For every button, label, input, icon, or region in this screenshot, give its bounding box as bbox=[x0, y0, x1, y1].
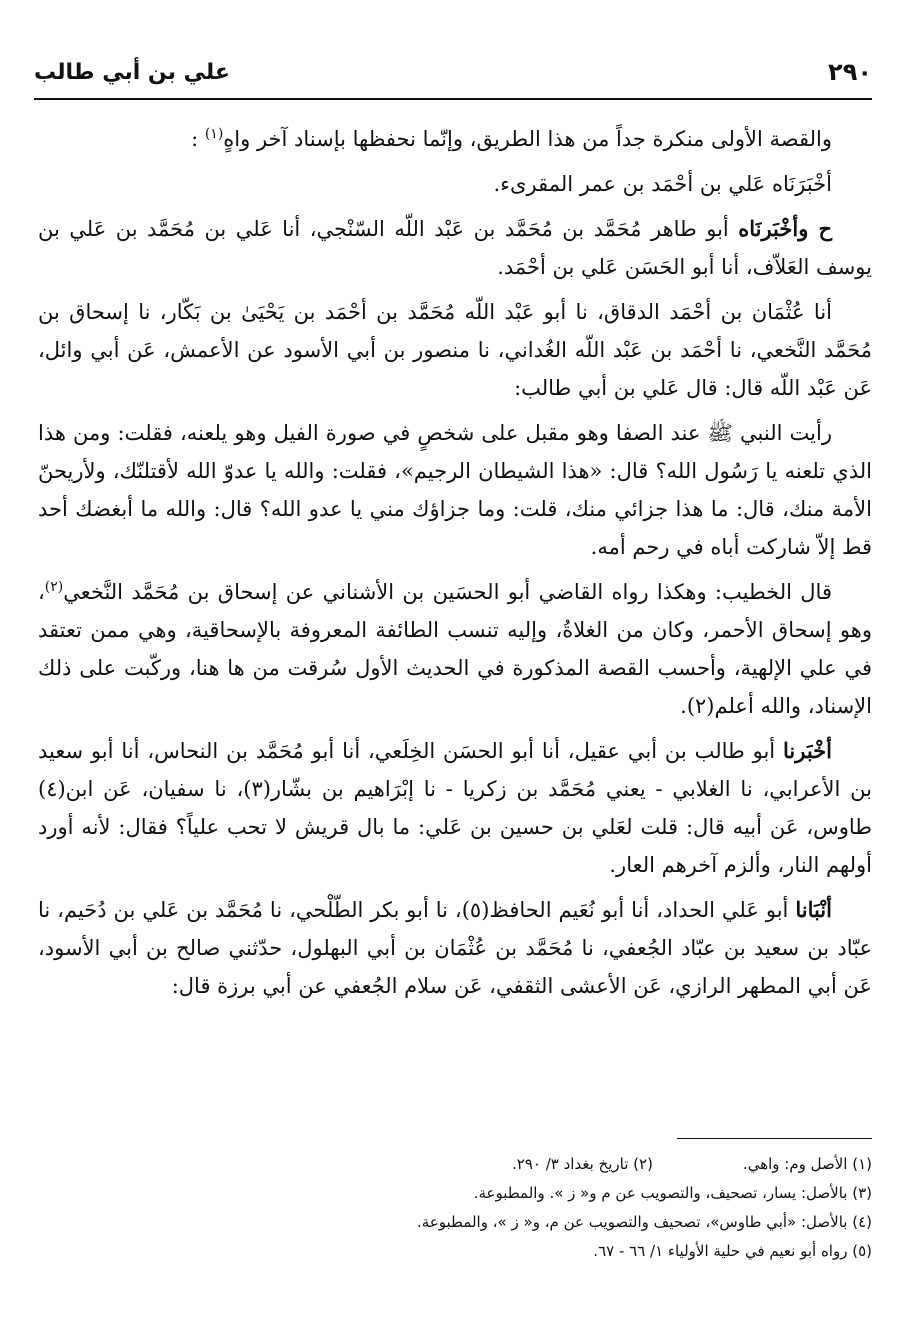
paragraph-text: والقصة الأولى منكرة جداً من هذا الطريق، وإنّما نحفظها بإسناد آخر واهٍ bbox=[223, 127, 832, 151]
paragraph-text: أبو طالب بن أبي عقيل، أنا أبو الحسَن الخِلَعي، أنا أبو مُحَمَّد بن النحاس، أنا أبو سعيد بن الأعرابي، نا الغلابي - يعني مُحَمَّد بن زكريا - نا إبْرَاهيم بن بشّار(٣)، نا سفيان، عَن ابن(٤) طاوس، عَن أبيه قال: قلت لعَلي بن حسين بن عَلي: ما بال قريش لا تحب علياً؟ فقال: لأنه أورد أولهم النار، وألزم آخرهم العار. bbox=[38, 739, 872, 877]
paragraph-text: أبو عَلي الحداد، أنا أبو نُعَيم الحافظ(٥)، نا أبو بكر الطّلْحي، نا مُحَمَّد بن عَلي بن دُحَيم، نا عبّاد بن سعيد بن عبّاد الجُعفي، نا مُحَمَّد بن عُثْمَان بن أبي البهلول، حدّثني صالح بن أبي الأسود، عَن أبي المطهر الرازي، عَن الأعشى الثقفي، عَن سلام الجُعفي عن أبي برزة قال: bbox=[38, 898, 872, 998]
running-title: علي بن أبي طالب bbox=[34, 60, 230, 85]
paragraph bbox=[38, 293, 872, 407]
main-text bbox=[38, 120, 872, 1012]
paragraph-tail: : bbox=[191, 127, 205, 151]
footnote: (٥) رواه أبو نعيم في حلية الأولياء ١/ ٦٦ - ٦٧. bbox=[593, 1242, 872, 1260]
paragraph-text: أنا عُثْمَان بن أحْمَد الدقاق، نا أبو عَبْد اللّه مُحَمَّد بن أحْمَد بن يَحْيَىٰ بن بَكّار، نا إسحاق بن مُحَمَّد النَّخعي، نا أحْمَد بن عَبْد اللّه الغُداني، نا منصور بن أبي الأسود عن الأعمش، عَن أبي وائل، عَن عَبْد اللّه قال: قال عَلي بن أبي طالب: bbox=[38, 300, 872, 400]
paragraph-text: أبو طاهر مُحَمَّد بن مُحَمَّد بن عَبْد اللّه السّنْجي، أنا عَلي بن مُحَمَّد بن عَلي بن يوسف العَلاّف، أنا أبو الحَسَن عَلي بن أحْمَد. bbox=[38, 217, 872, 279]
chain-keyword: ح وأخْبَرنَاه bbox=[738, 216, 832, 241]
paragraph-text: قال الخطيب: وهكذا رواه القاضي أبو الحسَين بن الأشناني عن إسحاق بن مُحَمَّد النَّخعي bbox=[63, 580, 832, 604]
footnote-ref: (٢) bbox=[44, 579, 64, 595]
footnote-line bbox=[60, 1179, 872, 1208]
footnote: (٤) بالأصل: «أبي طاوس»، تصحيف والتصويب عن م، و« ز »، والمطبوعة. bbox=[416, 1213, 872, 1231]
running-header bbox=[34, 58, 872, 102]
footnote-separator bbox=[677, 1138, 872, 1139]
paragraph bbox=[38, 414, 872, 566]
footnote-line bbox=[60, 1150, 872, 1179]
footnotes bbox=[60, 1150, 872, 1266]
paragraph-text: رأيت النبي ﷺ عند الصفا وهو مقبل على شخصٍ في صورة الفيل وهو يلعنه، فقلت: ومن هذا الذي تلعنه يا رَسُول الله؟ قال: «هذا الشيطان الرجيم»، فقلت: والله يا عدوّ الله لأقتلنّك، ولأريحنّ الأمة منك، قال: ما هذا جزائي منك، قلت: وما جزاؤك مني يا عدو الله؟ قال: والله ما أبغضك أحد قط إلاّ شاركت أباه في رحم أمه. bbox=[38, 421, 872, 559]
footnote-line bbox=[60, 1237, 872, 1266]
chain-keyword: أنْبَانا bbox=[795, 897, 832, 922]
footnote: (١) الأصل وم: واهي. bbox=[742, 1155, 872, 1173]
paragraph bbox=[38, 120, 872, 158]
paragraph bbox=[38, 165, 872, 203]
chain-keyword: أخْبَرنا bbox=[783, 738, 832, 763]
paragraph bbox=[38, 891, 872, 1005]
footnote-line bbox=[60, 1208, 872, 1237]
header-rule bbox=[34, 98, 872, 100]
paragraph bbox=[38, 573, 872, 725]
footnote-ref: (١) bbox=[204, 126, 224, 142]
paragraph-tail: ، وهو إسحاق الأحمر، وكان من الغلاةُ، وإليه تنسب الطائفة المعروفة بالإسحاقية، وهي ممن تعتقد في علي الإلهية، وأحسب القصة المذكورة في الحديث الأول سُرقت من ها هنا، وركّبت على ذلك الإسناد، والله أعلم(٢). bbox=[38, 580, 872, 718]
paragraph-text: أخْبَرَنَاه عَلي بن أحْمَد بن عمر المقرىء. bbox=[493, 172, 832, 196]
page-number: ٢٩٠ bbox=[828, 58, 872, 86]
paragraph bbox=[38, 732, 872, 884]
footnote: (٢) تاريخ بغداد ٣/ ٢٩٠. bbox=[512, 1155, 653, 1173]
paragraph bbox=[38, 210, 872, 286]
footnote: (٣) بالأصل: يسار، تصحيف، والتصويب عن م و« ز ». والمطبوعة. bbox=[473, 1184, 872, 1202]
